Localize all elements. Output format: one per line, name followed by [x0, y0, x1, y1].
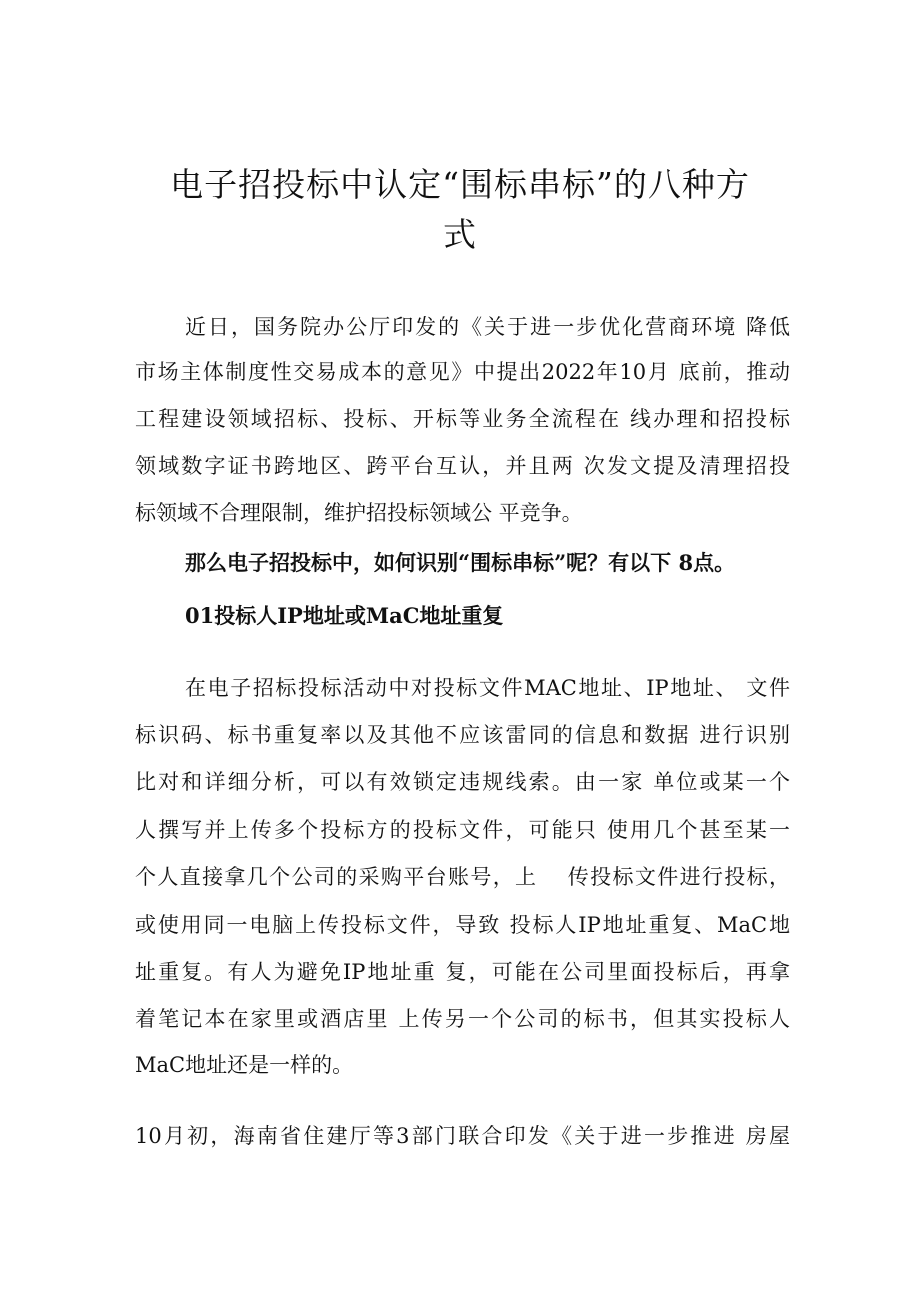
paragraph-2-line-4: 人撰写并上传多个投标方的投标文件，可能只 使用几个甚至某一 [135, 818, 790, 842]
paragraph-2-line-6: 或使用同一电脑上传投标文件，导致 投标人IP地址重复、MaC地 [135, 913, 790, 937]
paragraph-1-line-1: 近日，国务院办公厅印发的《关于进一步优化营商环境 降低 [185, 315, 790, 339]
paragraph-1-line-4: 领域数字证书跨地区、跨平台互认，并且两 次发文提及清理招投 [135, 454, 790, 478]
paragraph-2-line-9: MaC地址还是一样的。 [135, 1053, 354, 1077]
document-title-line-1: 电子招投标中认定“围标串标”的八种方 [170, 165, 750, 204]
paragraph-2-line-2: 标识码、标书重复率以及其他不应该雷同的信息和数据 进行识别 [135, 723, 790, 747]
paragraph-3-line-1: 10月初，海南省住建厅等3部门联合印发《关于进一步推进 房屋 [135, 1124, 790, 1148]
paragraph-1-line-2: 市场主体制度性交易成本的意见》中提出2022年10月 底前，推动 [135, 360, 790, 384]
paragraph-1-line-5: 标领域不合理限制，维护招投标领域公 平竞争。 [135, 501, 583, 525]
document-title-line-2: 式 [443, 215, 477, 254]
section-heading-01: 01投标人IP地址或MaC地址重复 [185, 603, 504, 628]
paragraph-1-line-3: 工程建设领域招标、投标、开标等业务全流程在 线办理和招投标 [135, 407, 790, 431]
paragraph-2-line-1: 在电子招标投标活动中对投标文件MAC地址、IP地址、 文件 [185, 676, 790, 700]
paragraph-2-line-8: 着笔记本在家里或酒店里 上传另一个公司的标书，但其实投标人 [135, 1007, 790, 1031]
paragraph-2-line-7: 址重复。有人为避免IP地址重 复，可能在公司里面投标后，再拿 [135, 960, 790, 984]
paragraph-2-line-3: 比对和详细分析，可以有效锁定违规线索。由一家 单位或某一个 [135, 770, 790, 794]
question-text: 那么电子招投标中，如何识别“围标串标”呢？有以下 8点。 [185, 550, 736, 575]
paragraph-2-line-5: 个人直接拿几个公司的采购平台账号，上 传投标文件进行投标， [135, 865, 790, 889]
